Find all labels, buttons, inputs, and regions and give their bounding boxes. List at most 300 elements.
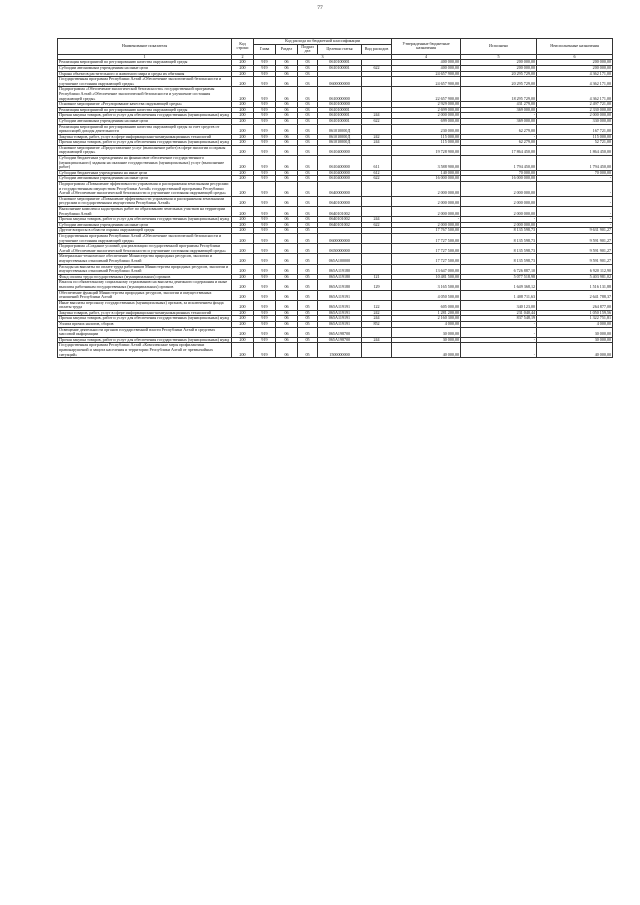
- row-approved: 17 727 500,00: [392, 254, 461, 264]
- row-glava: 919: [254, 134, 276, 140]
- row-executed: 8 135 598,73: [461, 228, 537, 234]
- row-code: 200: [232, 107, 254, 113]
- row-executed: -: [461, 343, 537, 358]
- row-podrazdel: 05: [298, 343, 318, 358]
- row-code: 200: [232, 337, 254, 343]
- row-unexecuted: 30 000,00: [537, 337, 613, 343]
- row-podrazdel: 03: [298, 207, 318, 217]
- row-code: 200: [232, 65, 254, 71]
- row-razdel: 06: [276, 71, 298, 77]
- row-unexecuted: 9 591 901,27: [537, 254, 613, 264]
- row-approved: 17 727 500,00: [392, 233, 461, 243]
- row-expense-type: [362, 264, 392, 274]
- row-expense-type: 242: [362, 134, 392, 140]
- table-row: [58, 327, 613, 337]
- row-expense-type: 244: [362, 140, 392, 146]
- row-glava: 919: [254, 228, 276, 234]
- row-razdel: 06: [276, 113, 298, 119]
- row-unexecuted: 1 516 131,88: [537, 280, 613, 290]
- table-row: [58, 145, 613, 155]
- row-approved: 115 000,00: [392, 140, 461, 146]
- row-approved: 30 000,00: [392, 327, 461, 337]
- row-podrazdel: 05: [298, 322, 318, 328]
- row-unexecuted: 6 920 112,90: [537, 264, 613, 274]
- row-name: Основное мероприятие «Регулирование качества окружающей среды»: [58, 102, 232, 108]
- row-code: 200: [232, 254, 254, 264]
- row-razdel: 06: [276, 310, 298, 316]
- row-approved: 2 000 000,00: [392, 182, 461, 197]
- row-podrazdel: 03: [298, 87, 318, 102]
- row-executed: 1 408 711,63: [461, 290, 537, 300]
- row-code: 200: [232, 300, 254, 310]
- row-unexecuted: -: [537, 182, 613, 197]
- row-glava: 919: [254, 222, 276, 228]
- row-razdel: 06: [276, 182, 298, 197]
- row-executed: 20 295 729,00: [461, 71, 537, 77]
- row-name: Расходы на выплаты по оплате труда работников Министерства природных ресурсов, экологии и имущественных отношений Республики Алтай: [58, 264, 232, 274]
- row-target: 0610000000: [318, 87, 362, 102]
- row-approved: 230 000,00: [392, 124, 461, 134]
- row-unexecuted: -: [537, 222, 613, 228]
- row-podrazdel: 05: [298, 300, 318, 310]
- row-executed: 1 794 450,00: [461, 156, 537, 171]
- row-name: Материально-техническое обеспечение Министерства природных ресурсов, экологии и имущественных отношений Республики Алтай: [58, 254, 232, 264]
- row-approved: 2 699 000,00: [392, 107, 461, 113]
- row-glava: 919: [254, 322, 276, 328]
- row-razdel: 06: [276, 140, 298, 146]
- row-approved: 2 000 000,00: [392, 222, 461, 228]
- row-expense-type: 611: [362, 156, 392, 171]
- row-name: Выполнение комплекса кадастровых работ по образованию земельных участков на территории Республики Алтай: [58, 207, 232, 217]
- table-row: [58, 87, 613, 102]
- row-unexecuted: 2 641 788,37: [537, 290, 613, 300]
- row-razdel: 06: [276, 207, 298, 217]
- row-glava: 919: [254, 60, 276, 66]
- row-expense-type: 244: [362, 316, 392, 322]
- row-code: 200: [232, 207, 254, 217]
- row-unexecuted: 9 591 901,27: [537, 233, 613, 243]
- row-target: 0640101002: [318, 207, 362, 217]
- row-expense-type: [362, 145, 392, 155]
- row-podrazdel: 03: [298, 124, 318, 134]
- row-code: 200: [232, 244, 254, 254]
- row-glava: 919: [254, 182, 276, 197]
- row-unexecuted: 1 050 159,56: [537, 310, 613, 316]
- row-target: 0610100001: [318, 107, 362, 113]
- row-code: 200: [232, 140, 254, 146]
- row-target: 0610400000: [318, 156, 362, 171]
- row-approved: 3 588 900,00: [392, 156, 461, 171]
- header-unexecuted: Неисполненные назначения: [537, 39, 613, 55]
- row-podrazdel: 05: [298, 327, 318, 337]
- row-name: Субсидии бюджетным учреждениям на финансовое обеспечение государственного (муниципального) задания на оказание государственных (муниципальных) услуг (выполнение работ): [58, 156, 232, 171]
- header-name: Наименование показателя: [58, 39, 232, 55]
- row-glava: 919: [254, 107, 276, 113]
- row-razdel: 06: [276, 322, 298, 328]
- header-code: Код строки: [232, 39, 254, 55]
- row-glava: 919: [254, 196, 276, 206]
- row-name: Прочая закупка товаров, работ и услуг для обеспечения государственных (муниципальных) нужд: [58, 217, 232, 223]
- row-name: Субсидии автономным учреждениям на иные цели: [58, 222, 232, 228]
- row-executed: 2 000 000,00: [461, 222, 537, 228]
- row-razdel: 06: [276, 176, 298, 182]
- row-approved: 24 657 900,00: [392, 71, 461, 77]
- header-expense-type: Вид расходов: [362, 44, 392, 54]
- row-unexecuted: 5 403 981,02: [537, 274, 613, 280]
- row-unexecuted: 200 000,00: [537, 65, 613, 71]
- row-name: Освещение деятельности органов государственной власти Республики Алтай в средствах массовой информации: [58, 327, 232, 337]
- row-glava: 919: [254, 337, 276, 343]
- row-code: 200: [232, 134, 254, 140]
- row-podrazdel: 03: [298, 156, 318, 171]
- table-row: [58, 118, 613, 124]
- row-target: 0640100000: [318, 196, 362, 206]
- row-target: 0640101002: [318, 222, 362, 228]
- row-name: Взносы по обязательному социальному страхованию на выплаты денежного содержания и иные выплаты работникам государственных (муниципальных) органов: [58, 280, 232, 290]
- row-executed: 200 000,00: [461, 60, 537, 66]
- row-glava: 919: [254, 244, 276, 254]
- row-executed: -: [461, 322, 537, 328]
- row-expense-type: 622: [362, 118, 392, 124]
- header-approved: Утвержденные бюджетные назначения: [392, 39, 461, 55]
- row-unexecuted: 2 000 000,00: [537, 113, 613, 119]
- row-razdel: 06: [276, 107, 298, 113]
- header-razdel: Раздел: [276, 44, 298, 54]
- row-executed: 62 279,00: [461, 124, 537, 134]
- row-target: 061010000Д: [318, 134, 362, 140]
- row-target: 0610100001: [318, 113, 362, 119]
- row-unexecuted: 9 591 901,27: [537, 244, 613, 254]
- row-name: Основное мероприятие «Предоставление услуг (выполнение работ) в сфере экологии и охраны окружающей среды»: [58, 145, 232, 155]
- row-executed: 8 135 598,73: [461, 254, 537, 264]
- row-executed: 18 295 729,00: [461, 87, 537, 102]
- row-razdel: 06: [276, 170, 298, 176]
- row-razdel: 06: [276, 134, 298, 140]
- table-row: [58, 343, 613, 358]
- row-executed: 62 279,00: [461, 140, 537, 146]
- row-executed: 5 077 518,98: [461, 274, 537, 280]
- row-glava: 919: [254, 343, 276, 358]
- row-glava: 919: [254, 65, 276, 71]
- row-executed: 17 864 450,00: [461, 145, 537, 155]
- column-number: 4: [392, 54, 461, 60]
- row-name: Реализация мероприятий по регулированию качества окружающей среды: [58, 60, 232, 66]
- row-code: 200: [232, 176, 254, 182]
- row-approved: 2 929 000,00: [392, 102, 461, 108]
- row-expense-type: [362, 87, 392, 102]
- row-executed: 8 135 598,73: [461, 233, 537, 243]
- table-row: [58, 280, 613, 290]
- row-unexecuted: 2 330 000,00: [537, 107, 613, 113]
- row-approved: 2 160 300,00: [392, 316, 461, 322]
- row-expense-type: [362, 290, 392, 300]
- row-target: 0610100001: [318, 60, 362, 66]
- row-code: 200: [232, 322, 254, 328]
- row-code: 200: [232, 228, 254, 234]
- row-approved: 22 657 900,00: [392, 87, 461, 102]
- row-razdel: 06: [276, 228, 298, 234]
- row-glava: 919: [254, 217, 276, 223]
- row-glava: 919: [254, 274, 276, 280]
- row-code: 200: [232, 310, 254, 316]
- table-row: [58, 124, 613, 134]
- row-approved: 605 000,00: [392, 300, 461, 310]
- row-podrazdel: 03: [298, 217, 318, 223]
- row-target: 0600000000: [318, 77, 362, 87]
- row-executed: 16 000 000,00: [461, 176, 537, 182]
- row-name: Субсидии автономным учреждениям на иные цели: [58, 118, 232, 124]
- table-row: [58, 77, 613, 87]
- row-approved: 30 000,00: [392, 337, 461, 343]
- row-approved: 2 000 000,00: [392, 207, 461, 217]
- row-unexecuted: 1 322 751,81: [537, 316, 613, 322]
- row-unexecuted: -: [537, 196, 613, 206]
- row-target: 0650000000: [318, 244, 362, 254]
- row-name: Закупка товаров, работ, услуг в сфере информационно-коммуникационных технологий: [58, 310, 232, 316]
- row-razdel: 06: [276, 77, 298, 87]
- row-expense-type: 122: [362, 300, 392, 310]
- row-executed: 70 000,00: [461, 170, 537, 176]
- row-approved: 2 000 000,00: [392, 196, 461, 206]
- page-number: 77: [317, 5, 323, 11]
- row-code: 200: [232, 182, 254, 197]
- row-expense-type: [362, 233, 392, 243]
- row-name: Фонд оплаты труда государственных (муниципальных) органов: [58, 274, 232, 280]
- row-razdel: 06: [276, 274, 298, 280]
- row-target: 0640000000: [318, 182, 362, 197]
- row-razdel: 06: [276, 60, 298, 66]
- row-glava: 919: [254, 71, 276, 77]
- row-unexecuted: 115 000,00: [537, 134, 613, 140]
- row-glava: 919: [254, 156, 276, 171]
- row-razdel: 06: [276, 124, 298, 134]
- row-approved: 1 281 200,00: [392, 310, 461, 316]
- row-glava: 919: [254, 102, 276, 108]
- row-approved: 400 000,00: [392, 60, 461, 66]
- row-executed: -: [461, 134, 537, 140]
- row-executed: 6 726 887,10: [461, 264, 537, 274]
- row-expense-type: [362, 182, 392, 197]
- table-row: [58, 140, 613, 146]
- row-razdel: 06: [276, 280, 298, 290]
- row-unexecuted: -: [537, 176, 613, 182]
- header-glava: Глава: [254, 44, 276, 54]
- row-glava: 919: [254, 310, 276, 316]
- row-razdel: 06: [276, 145, 298, 155]
- row-podrazdel: 03: [298, 71, 318, 77]
- row-expense-type: [362, 77, 392, 87]
- row-target: 0610100001: [318, 65, 362, 71]
- row-expense-type: 129: [362, 280, 392, 290]
- row-podrazdel: 05: [298, 254, 318, 264]
- row-executed: 369 000,00: [461, 118, 537, 124]
- row-name: Государственная программа Республики Алтай «Комплексные меры профилактики правонарушений и защита населения и территории Республики Алтай от чрезвычайных ситуаций»: [58, 343, 232, 358]
- row-code: 200: [232, 145, 254, 155]
- row-expense-type: 622: [362, 65, 392, 71]
- row-unexecuted: 1 794 450,00: [537, 156, 613, 171]
- row-target: 1500000000: [318, 343, 362, 358]
- row-podrazdel: 03: [298, 176, 318, 182]
- row-code: 200: [232, 274, 254, 280]
- row-razdel: 06: [276, 343, 298, 358]
- row-executed: 837 548,19: [461, 316, 537, 322]
- row-podrazdel: 05: [298, 316, 318, 322]
- row-expense-type: [362, 244, 392, 254]
- row-target: 0610100001: [318, 118, 362, 124]
- row-code: 200: [232, 60, 254, 66]
- row-name: Государственная программа Республики Алтай «Обеспечение экологической безопасности и улучшение состояния окружающей среды»: [58, 77, 232, 87]
- row-razdel: 06: [276, 244, 298, 254]
- row-name: Уплата прочих налогов, сборов: [58, 322, 232, 328]
- row-razdel: 06: [276, 264, 298, 274]
- table-row: [58, 310, 613, 316]
- row-target: 065А119180: [318, 274, 362, 280]
- row-razdel: 06: [276, 217, 298, 223]
- row-podrazdel: 05: [298, 244, 318, 254]
- row-approved: 115 000,00: [392, 134, 461, 140]
- row-code: 200: [232, 87, 254, 102]
- table-row: [58, 107, 613, 113]
- row-expense-type: 244: [362, 113, 392, 119]
- row-expense-type: [362, 124, 392, 134]
- row-razdel: 06: [276, 65, 298, 71]
- row-unexecuted: 4 362 171,00: [537, 77, 613, 87]
- row-razdel: 06: [276, 118, 298, 124]
- row-glava: 919: [254, 140, 276, 146]
- row-razdel: 06: [276, 316, 298, 322]
- row-razdel: 06: [276, 233, 298, 243]
- row-approved: 4 000,00: [392, 322, 461, 328]
- row-podrazdel: 05: [298, 274, 318, 280]
- row-executed: 200 000,00: [461, 65, 537, 71]
- row-glava: 919: [254, 170, 276, 176]
- row-podrazdel: 03: [298, 118, 318, 124]
- row-approved: 140 000,00: [392, 170, 461, 176]
- table-row: [58, 156, 613, 171]
- header-executed: Исполнено: [461, 39, 537, 55]
- row-unexecuted: -: [537, 207, 613, 217]
- row-target: 065А100000: [318, 254, 362, 264]
- table-row: [58, 196, 613, 206]
- row-approved: 699 000,00: [392, 118, 461, 124]
- row-executed: 2 000 000,00: [461, 207, 537, 217]
- row-podrazdel: 03: [298, 222, 318, 228]
- table-row: [58, 65, 613, 71]
- row-razdel: 06: [276, 196, 298, 206]
- row-target: 0610400000: [318, 176, 362, 182]
- row-unexecuted: 4 000,00: [537, 322, 613, 328]
- table-row: [58, 182, 613, 197]
- row-executed: 369 000,00: [461, 107, 537, 113]
- row-name: Реализация мероприятий по регулированию качества окружающей среды: [58, 107, 232, 113]
- row-executed: 2 000 000,00: [461, 196, 537, 206]
- row-glava: 919: [254, 207, 276, 217]
- row-name: Подпрограмма «Повышение эффективности управления и распоряжения земельными ресурсами и государственным имуществом Республики Алтай» государственной программы Республики Алтай «Обеспечение экологической безопасности и улучшение состояния окружающей среды»: [58, 182, 232, 197]
- row-podrazdel: 03: [298, 134, 318, 140]
- header-podrazdel: Подраз дел: [298, 44, 318, 54]
- row-unexecuted: 4 362 171,00: [537, 71, 613, 77]
- row-code: 200: [232, 118, 254, 124]
- row-podrazdel: 03: [298, 196, 318, 206]
- row-approved: 3 165 500,00: [392, 280, 461, 290]
- row-executed: 340 123,00: [461, 300, 537, 310]
- row-unexecuted: 200 000,00: [537, 60, 613, 66]
- table-row: [58, 170, 613, 176]
- row-target: 065А119191: [318, 300, 362, 310]
- row-podrazdel: 05: [298, 290, 318, 300]
- row-podrazdel: 05: [298, 280, 318, 290]
- row-name: Прочая закупка товаров, работ и услуг для обеспечения государственных (муниципальных) нужд: [58, 337, 232, 343]
- row-executed: 8 135 598,73: [461, 244, 537, 254]
- row-expense-type: [362, 207, 392, 217]
- table-row: [58, 244, 613, 254]
- row-unexecuted: 264 877,00: [537, 300, 613, 310]
- row-name: Обеспечение функций Министерства природных ресурсов, экологии и имущественных отношений Республики Алтай: [58, 290, 232, 300]
- row-podrazdel: 05: [298, 310, 318, 316]
- row-expense-type: 121: [362, 274, 392, 280]
- row-podrazdel: 03: [298, 77, 318, 87]
- row-code: 200: [232, 290, 254, 300]
- row-glava: 919: [254, 280, 276, 290]
- row-name: Государственная программа Республики Алтай «Обеспечение экологической безопасности и улучшение состояния окружающей среды»: [58, 233, 232, 243]
- row-target: 065А119191: [318, 310, 362, 316]
- column-number: 5: [461, 54, 537, 60]
- row-razdel: 06: [276, 337, 298, 343]
- row-code: 200: [232, 113, 254, 119]
- row-executed: 20 295 729,00: [461, 77, 537, 87]
- row-glava: 919: [254, 290, 276, 300]
- row-approved: 400 000,00: [392, 65, 461, 71]
- row-name: Субсидии бюджетным учреждениям на иные цели: [58, 170, 232, 176]
- table-row: [58, 300, 613, 310]
- row-target: 065А119191: [318, 316, 362, 322]
- table-body: [58, 60, 613, 358]
- row-target: 0610400000: [318, 145, 362, 155]
- row-target: 065А119191: [318, 322, 362, 328]
- row-unexecuted: 9 631 901,27: [537, 228, 613, 234]
- header-classification: Код расхода по бюджетной классификации: [254, 39, 392, 45]
- row-expense-type: 622: [362, 222, 392, 228]
- row-podrazdel: 05: [298, 264, 318, 274]
- row-glava: 919: [254, 176, 276, 182]
- table-row: [58, 290, 613, 300]
- row-name: Реализация мероприятий по регулированию качества окружающей среды за счет средств от приносящей доходы деятельности: [58, 124, 232, 134]
- table-row: [58, 222, 613, 228]
- row-code: 200: [232, 156, 254, 171]
- row-glava: 919: [254, 316, 276, 322]
- row-podrazdel: 05: [298, 228, 318, 234]
- row-podrazdel: 05: [298, 337, 318, 343]
- row-podrazdel: 03: [298, 182, 318, 197]
- row-razdel: 06: [276, 327, 298, 337]
- row-unexecuted: 30 000,00: [537, 327, 613, 337]
- row-approved: 13 647 000,00: [392, 264, 461, 274]
- row-name: Охрана объектов растительного и животного мира и среды их обитания: [58, 71, 232, 77]
- row-executed: 1 649 368,12: [461, 280, 537, 290]
- row-code: 200: [232, 196, 254, 206]
- row-glava: 919: [254, 327, 276, 337]
- row-target: 0610100000: [318, 102, 362, 108]
- row-name: Прочая закупка товаров, работ и услуг для обеспечения государственных (муниципальных) нужд: [58, 140, 232, 146]
- row-code: 200: [232, 222, 254, 228]
- row-code: 200: [232, 280, 254, 290]
- row-expense-type: [362, 327, 392, 337]
- row-razdel: 06: [276, 300, 298, 310]
- row-unexecuted: 52 721,00: [537, 140, 613, 146]
- row-executed: -: [461, 327, 537, 337]
- row-glava: 919: [254, 254, 276, 264]
- row-name: Основное мероприятие «Повышение эффективности управления и распоряжения земельными ресурсами и государственным имуществом Республики Алтай»: [58, 196, 232, 206]
